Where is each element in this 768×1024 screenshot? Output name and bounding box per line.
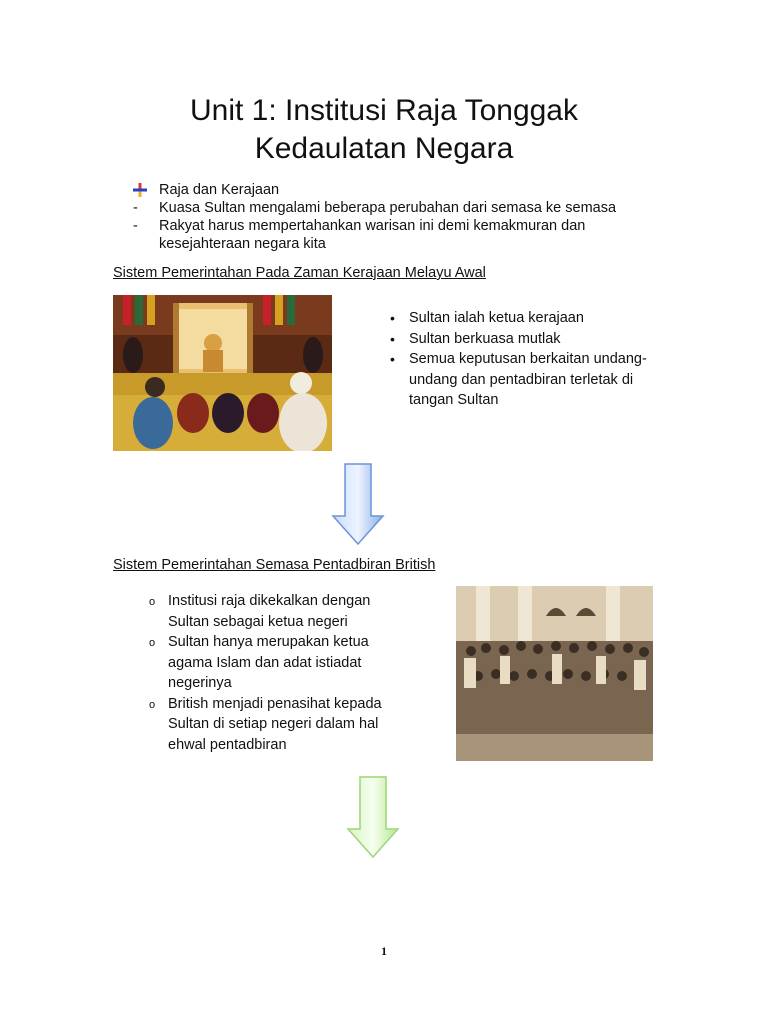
list-item-text: Sultan hanya merupakan ketua agama Islam dan adat istiadat negerinya (168, 634, 369, 691)
list-item-text: British menjadi penasihat kepada Sultan di setiap negeri dalam hal ehwal pentadbiran (168, 695, 382, 753)
circle-bullet-icon: o (149, 596, 156, 608)
title-line-1: Unit 1: Institusi Raja Tonggak (190, 94, 578, 127)
list-item (146, 694, 396, 756)
down-arrow-icon (331, 462, 385, 551)
list-item (146, 632, 396, 694)
list-item (387, 329, 647, 350)
intro-item (133, 217, 673, 253)
list-item-text: Sultan berkuasa mutlak (409, 330, 561, 347)
list-item-text: Semua keputusan berkaitan undang-undang dan pentadbiran terletak di tangan Sultan (409, 351, 647, 408)
historical-group-photo (456, 586, 653, 761)
intro-item-text: kesejahteraan negara kita (159, 236, 326, 252)
page-title (0, 92, 768, 168)
list-item (387, 308, 647, 329)
dash-bullet: - (133, 200, 138, 216)
intro-item (133, 181, 673, 199)
section-heading-british: Sistem Pemerintahan Semasa Pentadbiran British (113, 557, 436, 573)
bullet-dot-icon: • (390, 310, 395, 326)
circle-bullet-icon: o (149, 698, 156, 711)
section2-bullet-list (146, 591, 396, 755)
list-item (146, 591, 396, 632)
dash-bullet: - (133, 218, 138, 234)
intro-item-text: Rakyat harus mempertahankan warisan ini demi kemakmuran dan (159, 218, 586, 234)
circle-bullet-icon: o (149, 637, 156, 649)
down-arrow-icon (346, 775, 400, 864)
list-item (387, 349, 647, 411)
bullet-dot-icon: • (390, 351, 395, 367)
bullet-dot-icon: • (390, 330, 395, 347)
intro-list (133, 181, 673, 253)
list-item-text: Institusi raja dikekalkan dengan Sultan sebagai ketua negeri (168, 593, 371, 630)
intro-item (133, 199, 673, 217)
title-line-2: Kedaulatan Negara (254, 132, 514, 165)
list-item-text: Sultan ialah ketua kerajaan (409, 310, 584, 326)
royal-court-photo (113, 295, 332, 451)
page-number: 1 (381, 944, 387, 958)
section1-bullet-list (387, 308, 647, 411)
section-heading-early-malay: Sistem Pemerintahan Pada Zaman Kerajaan Melayu Awal (113, 265, 486, 281)
intro-item-text: Raja dan Kerajaan (159, 182, 280, 198)
intro-item-text: Kuasa Sultan mengalami beberapa perubahan dari semasa ke semasa (159, 200, 617, 216)
